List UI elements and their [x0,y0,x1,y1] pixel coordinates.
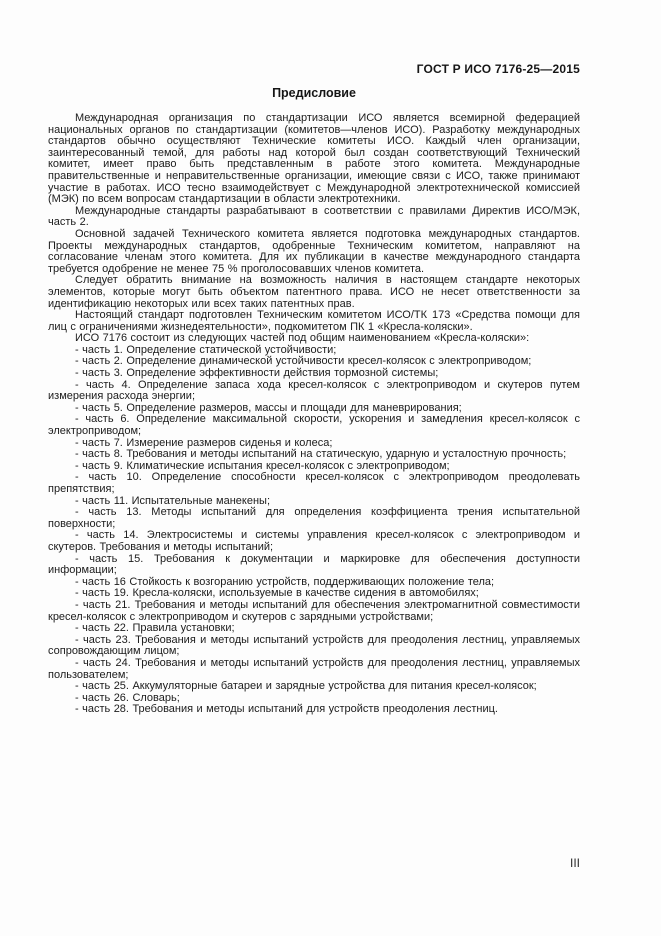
parts-list-item: - часть 11. Испытательные манекены; [75,494,271,507]
page-title: Предисловие [272,86,356,100]
foreword-paragraph: Международные стандарты разрабатывают в соответствии с правилами Директив ИСО/МЭК, часть 2. [48,204,580,229]
parts-list-item: - часть 25. Аккумуляторные батареи и зарядные устройства для питания кресел-колясок; [75,680,537,693]
parts-list-item: - часть 14. Электросистемы и системы управления кресел-колясок с электроприводом и скутеров. Требования и методы испытаний; [48,529,580,553]
page-number: III [569,856,580,870]
parts-list-item: - часть 16 Стойкость к возгоранию устройств, поддерживающих положение тела; [75,575,495,588]
parts-list-item: - часть 26. Словарь; [75,691,180,704]
parts-list-item: - часть 2. Определение динамической устойчивости кресел-колясок с электроприводом; [75,355,532,368]
parts-list-item: - часть 15. Требования к документации и маркировке для обеспечения доступности информации; [48,552,580,577]
parts-list-item: - часть 19. Кресла-коляски, используемые в качестве сидения в автомобилях; [75,587,479,600]
foreword-paragraph: Основной задачей Технического комитета является подготовка международных стандартов. Проекты международных стандартов, одобренные Техническим комитетом, направляют на согласование членам этого комитета. Для их публикации в качестве международного стандарта требуется одобрение не менее 75 % проголосовавших членов комитета. [48,227,580,275]
parts-list-item: - часть 23. Требования и методы испытаний устройств для преодоления лестниц, управляемых сопровождающим лицом; [48,633,580,658]
foreword-body [48,113,580,716]
parts-list-item: - часть 1. Определение статической устойчивости; [75,343,337,356]
parts-list-item: - часть 8. Требования и методы испытаний на статическую, ударную и усталостную прочность; [75,448,567,461]
parts-list-item: - часть 21. Требования и методы испытаний для обеспечения электромагнитной совместимости кресел-колясок с электроприводом и скутеров с зарядными устройствами; [48,598,580,623]
parts-list-item: - часть 24. Требования и методы испытаний устройств для преодоления лестниц, управляемых пользователем; [48,656,580,681]
parts-list-item: - часть 10. Определение способности кресел-колясок с электроприводом преодолевать препятствия; [48,471,580,495]
foreword-paragraph: Настоящий стандарт подготовлен Техническим комитетом ИСО/ТК 173 «Средства помощи для лиц с ограничениями жизнедеятельности», подкомитетом ПК 1 «Кресла-коляски». [48,309,580,333]
foreword-paragraph: Международная организация по стандартизации ИСО является всемирной федерацией национальных органов по стандартизации (комитетов—членов ИСО). Разработку международных стандартов обычно осуществляют Технические комитеты ИСО. Каждый член организации, заинтересованный темой, для работы над которой был создан соответствующий Технический комитет, имеет право быть представленным в работе этого комитета. Международные правительственные и неправительственные организации, имеющие связи с ИСО, также принимают участие в работах. ИСО тесно взаимодействует с Международной электротехнической комиссией (МЭК) по всем вопросам стандартизации в области электротехники. [48,112,580,206]
parts-list-item: - часть 6. Определение максимальной скорости, ускорения и замедления кресел-колясок с электроприводом; [48,413,580,438]
parts-list-item: - часть 13. Методы испытаний для определения коэффициента трения испытательной поверхности; [48,506,580,530]
parts-list-item: - часть 28. Требования и методы испытаний для устройств преодоления лестниц. [75,703,498,716]
parts-list-item: - часть 4. Определение запаса хода кресел-колясок с электроприводом и скутеров путем измерения расхода энергии; [48,378,580,403]
parts-list-item: - часть 9. Климатические испытания кресел-колясок с электроприводом; [75,459,450,472]
foreword-paragraph: ИСО 7176 состоит из следующих частей под общим наименованием «Кресла-коляски»: [75,332,530,345]
parts-list-item: - часть 7. Измерение размеров сиденья и колеса; [75,436,333,449]
parts-list [48,345,580,716]
foreword-paragraph: Следует обратить внимание на возможность наличия в настоящем стандарте некоторых элементов, которые могут быть объектом патентного права. ИСО не несет ответственности за идентификацию некоторых или всех таких патентных прав. [48,274,580,310]
parts-list-item: - часть 5. Определение размеров, массы и площади для маневрирования; [75,401,462,414]
parts-list-item: - часть 22. Правила установки; [75,622,235,635]
parts-list-item: - часть 3. Определение эффективности действия тормозной системы; [75,367,439,380]
document-code: ГОСТ Р ИСО 7176-25—2015 [416,62,580,76]
